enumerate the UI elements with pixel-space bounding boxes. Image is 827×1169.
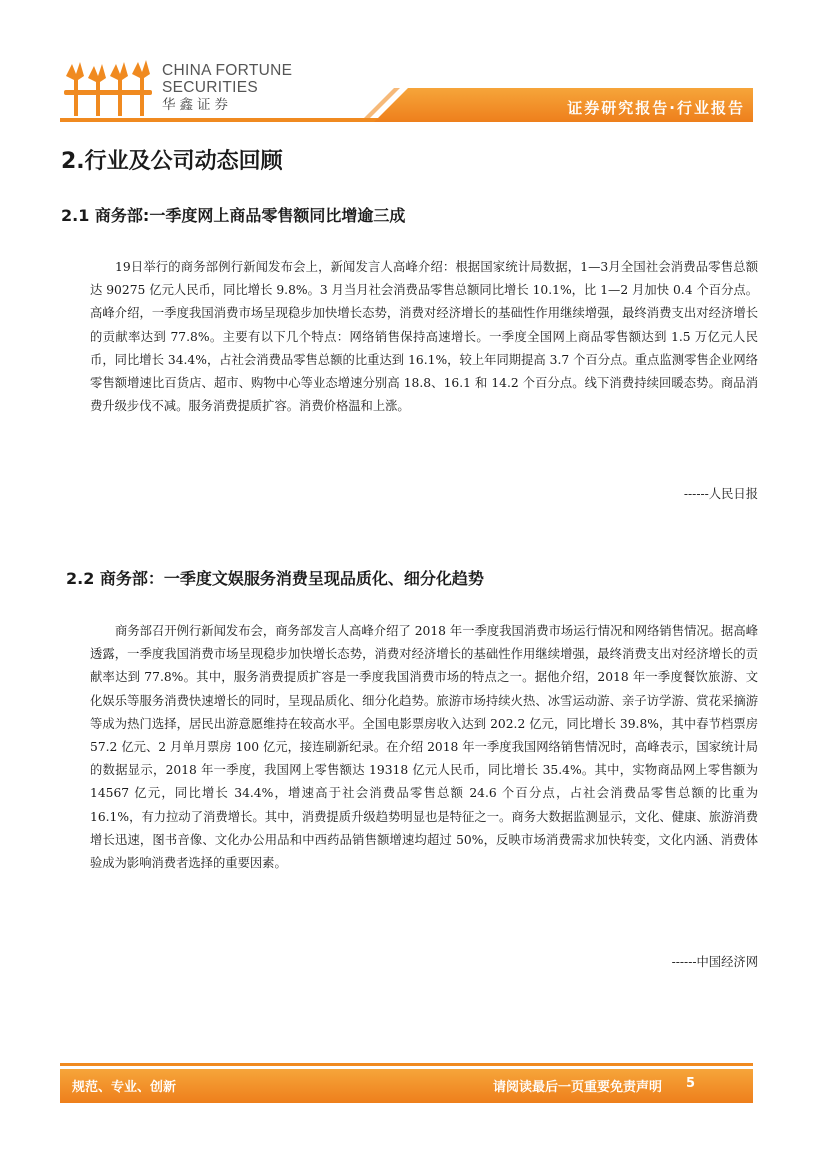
footer-rule [60, 1063, 753, 1066]
source-credit-2-2: ------中国经济网 [671, 955, 758, 969]
subsection-heading-2-1: 2.1 商务部:一季度网上商品零售额同比增逾三成 [61, 206, 406, 225]
footer-slogan: 规范、专业、创新 [72, 1080, 177, 1095]
footer-disclaimer-link[interactable]: 请阅读最后一页重要免责声明 [492, 1080, 662, 1095]
section-title: 2.行业及公司动态回顾 [61, 149, 283, 174]
subsection-heading-2-2: 2.2 商务部：一季度文娱服务消费呈现品质化、细分化趋势 [66, 569, 484, 588]
page-number: 5 [686, 1076, 696, 1091]
subsection-body-2-1: 19日举行的商务部例行新闻发布会上，新闻发言人高峰介绍：根据国家统计局数据，1—3月全国社会消费品零售总额达 90275 亿元人民币，同比增长 9.8%。3 月当月社会消费品零售总额同比增长 10.1%，比 1—2 月加快 0.4 个百分点。高峰介绍，一季度我国消费市场呈现稳步加快增长态势，消费对经济增长的基础性作用继续增强，最终消费支出对经济增长的贡献率达到 77.8%。主要有以下几个特点：网络销售保持高速增长。一季度全国网上商品零售额达到 1.5 万亿元人民币，同比增长 34.4%，占社会消费品零售总额的比重达到 16.1%，较上年同期提高 3.7 个百分点。重点监测零售企业网络零售额增速比百货店、超市、购物中心等业态增速分别高 18.8、16.1 和 14.2 个百分点。线下消费持续回暖态势。商品消费升级步伐不减。服务消费提质扩容。消费价格温和上涨。 [90, 260, 758, 414]
brand-name-en-line1: CHINA FORTUNE [162, 62, 293, 79]
brand-name-cn: 华鑫证券 [162, 97, 232, 112]
brand-name-en-line2: SECURITIES [162, 79, 259, 96]
source-credit-2-1: ------人民日报 [683, 487, 758, 501]
subsection-body-2-2: 商务部召开例行新闻发布会，商务部发言人高峰介绍了 2018 年一季度我国消费市场运行情况和网络销售情况。据高峰透露，一季度我国消费市场呈现稳步加快增长态势，消费对经济增长的基础性作用继续增强，最终消费支出对经济增长的贡献率达到 77.8%。其中，服务消费提质扩容是一季度我国消费市场的特点之一。据他介绍，2018 年一季度餐饮旅游、文化娱乐等服务消费快速增长的同时，呈现品质化、细分化趋势。旅游市场持续火热、冰雪运动游、亲子访学游、赏花采摘游等成为热门选择，居民出游意愿维持在较高水平。全国电影票房收入达到 202.2 亿元，同比增长 39.8%，其中春节档票房 57.2 亿元、2 月单月票房 100 亿元，接连刷新纪录。在介绍 2018 年一季度我国网络销售情况时，高峰表示，国家统计局的数据显示，2018 年一季度，我国网上零售额达 19318 亿元人民币，同比增长 35.4%。其中，实物商品网上零售额为 14567 亿元，同比增长 34.4%，增速高于社会消费品零售总额 24.6 个百分点，占社会消费品零售总额的比重为 16.1%，有力拉动了消费增长。其中，消费提质升级趋势明显也是特征之一。商务大数据监测显示，文化、健康、旅游消费增长迅速，图书音像、文化办公用品和中西药品销售额增速均超过 50%，反映市场消费需求加快转变，文化内涵、消费体验成为影响消费者选择的重要因素。 [90, 624, 758, 871]
report-type-label: 证券研究报告·行业报告 [567, 99, 745, 117]
